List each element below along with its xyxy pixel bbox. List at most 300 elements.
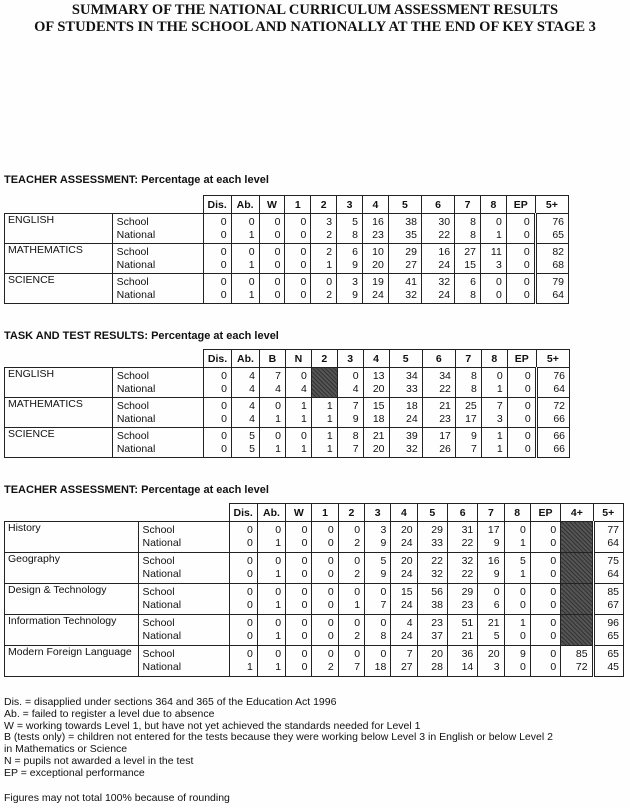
value: 3 [352,275,358,288]
value-cell [337,274,363,304]
column-header: 7 [455,196,481,214]
value: 1 [326,258,333,271]
value: 0 [301,524,308,536]
value-cell [311,274,337,304]
value: 1 [275,568,282,580]
cohort-labels [112,368,203,398]
value: 15 [400,586,413,598]
value-cell [504,522,530,553]
value: 0 [380,648,387,660]
cohort-labels [112,398,203,428]
value-cell [229,553,257,584]
notes [4,697,553,780]
value: 0 [550,617,557,629]
value-cell [338,553,364,584]
value: 33 [431,537,443,549]
value-cell [506,274,535,304]
value: 0 [524,399,531,412]
value: 20 [372,258,384,271]
value: 0 [221,382,228,395]
column-header: Dis. [229,504,257,522]
value: 0 [248,275,255,288]
value: 22 [461,568,474,580]
value: 0 [246,555,253,567]
value-cell [455,398,481,428]
value: 56 [431,586,443,598]
value: 21 [372,429,385,442]
value: 0 [300,245,307,258]
value: 5 [249,429,255,442]
value: 27 [464,245,476,258]
value: 0 [300,228,307,241]
value-cell [417,553,447,584]
value: 0 [248,245,255,258]
value: 35 [405,228,417,241]
value: 4 [249,369,255,382]
value [561,630,587,643]
value-cell [337,398,363,428]
value: 77 [607,524,619,536]
header-row [5,350,570,368]
value: 1 [275,537,282,549]
report-title-line-1: SUMMARY OF THE NATIONAL CURRICULUM ASSESSMENT RESULTS [71,2,559,18]
value: 0 [300,275,307,288]
cohort-label: National [116,382,156,395]
value: 1 [520,617,526,629]
value-cell [455,244,481,274]
value: 0 [326,275,333,288]
value-cell [285,274,311,304]
value: 0 [301,555,308,567]
value-cell [338,522,364,553]
value: 1 [520,568,526,580]
value: 31 [461,524,474,536]
value: 24 [438,258,451,271]
cohort-label: School [116,399,149,412]
note-line: in Mathematics or Science [4,743,128,756]
value: 9 [470,429,477,442]
cohort-label: National [142,599,182,611]
value: 66 [553,429,565,442]
subject-label: MATHEMATICS [5,244,113,274]
value: 2 [326,245,333,258]
value: 0 [301,537,308,549]
value: 0 [523,245,530,258]
value: 4 [249,412,255,425]
value: 1 [326,412,333,425]
value-cell [203,214,231,244]
value-cell [260,428,286,458]
value-cell [480,214,506,244]
value: 0 [248,215,255,228]
value: 0 [524,412,531,425]
cohort-label: National [116,228,156,241]
value: 1 [275,630,282,642]
value-cell [232,398,260,428]
value: 0 [301,648,308,660]
value: 0 [495,275,502,288]
value: 0 [275,617,282,629]
value: 8 [470,215,476,228]
value-cell [285,214,311,244]
value: 0 [246,568,253,580]
subject-label: SCIENCE [5,274,113,304]
cohort-label: School [116,429,149,442]
value-cell [365,646,391,677]
value-cell [530,646,560,677]
value: 0 [354,555,361,567]
value [561,617,587,630]
value [561,568,587,581]
value: 8 [352,429,359,442]
value: 0 [221,399,228,412]
value: 1 [496,382,503,395]
section2-grid [4,349,570,458]
value: 24 [400,537,413,549]
value: 0 [523,258,530,271]
value-cell [231,274,259,304]
value-cell [286,522,312,553]
column-header: 7 [478,504,504,522]
value-cell [259,244,285,274]
value: 5 [352,215,358,228]
value: 0 [220,245,227,258]
column-header: 6 [447,504,477,522]
value: 0 [520,599,526,611]
value: 0 [246,599,253,611]
value-cell [204,368,232,398]
value: 27 [405,258,417,271]
value-cell [391,553,417,584]
value-cell [506,244,535,274]
value: 8 [352,228,358,241]
value: 0 [301,617,308,629]
cohort-label: National [142,537,182,549]
value-cell [507,368,536,398]
value-cell [257,522,285,553]
value-cell [530,522,560,553]
value: 25 [465,399,477,412]
value: 0 [246,586,253,598]
value-cell [530,584,560,615]
value: 21 [461,630,474,642]
value: 0 [300,369,307,382]
value: 2 [354,537,361,549]
table-row [5,274,569,304]
value-cell [389,398,422,428]
value-cell [478,584,504,615]
value: 0 [327,599,334,611]
value: 96 [607,617,619,629]
value: 1 [275,442,281,455]
value: 0 [354,648,361,660]
value-cell [422,368,455,398]
column-header: W [259,196,285,214]
value: 0 [220,258,227,271]
value [561,524,587,537]
value: 0 [246,648,253,660]
value: 0 [301,568,308,580]
value-cell [311,368,337,398]
subject-label: ENGLISH [5,368,113,398]
value: 64 [607,568,619,580]
value-cell [229,646,257,677]
column-header: 4 [363,196,389,214]
value-cell [232,368,260,398]
column-header: 1 [285,196,311,214]
value-cell [285,244,311,274]
value: 17 [439,429,451,442]
value-cell [417,522,447,553]
value: 8 [470,369,477,382]
value: 9 [520,648,526,660]
value-cell [530,553,560,584]
value: 0 [354,617,361,629]
value: 9 [352,288,358,301]
cohort-label: School [142,524,175,536]
value: 1 [300,399,307,412]
value-cell [363,244,389,274]
value-cell [417,646,447,677]
column-header: W [286,504,312,522]
value: 0 [246,617,253,629]
value: 0 [524,382,531,395]
value: 32 [405,288,417,301]
value-cell [507,398,536,428]
value: 29 [461,586,474,598]
value-cell [286,646,312,677]
value: 30 [438,215,451,228]
note-line: Dis. = disapplied under sections 364 and 365 of the Education Act 1996 [4,696,337,708]
value-cell [311,214,337,244]
value: 2 [327,661,334,673]
value: 0 [550,599,557,611]
value-cell [507,428,536,458]
section-2-heading: TASK AND TEST RESULTS: Percentage at each level [4,330,279,342]
subject-label: Design & Technology [5,584,139,615]
value: 1 [246,661,253,673]
value: 38 [431,599,443,611]
value: 0 [380,617,387,629]
section-3-heading: TEACHER ASSESSMENT: Percentage at each level [4,484,269,496]
value-cell [229,522,257,553]
value-cell [229,615,257,646]
value-cell [561,615,593,646]
header-spacer [5,504,139,522]
value: 2 [354,630,361,642]
value: 22 [461,537,474,549]
value: 0 [327,568,334,580]
value: 0 [300,288,307,301]
value: 1 [275,599,282,611]
value: 0 [523,288,530,301]
value-cell [481,368,507,398]
value: 0 [493,586,500,598]
value: 20 [487,648,500,660]
value: 0 [274,275,281,288]
column-header: N [285,350,311,368]
value-cell [447,584,477,615]
note-line: Ab. = failed to register a level due to absence [4,707,215,720]
value: 23 [461,599,474,611]
cohort-labels [112,244,203,274]
column-header: 2 [311,350,337,368]
value: 8 [470,228,476,241]
value-cell [286,553,312,584]
header-spacer [138,504,229,522]
value: 0 [523,215,530,228]
value-cell [312,646,338,677]
value: 6 [493,599,500,611]
value: 4 [275,382,281,395]
value-cell [257,553,285,584]
value: 0 [495,215,502,228]
value: 0 [220,288,227,301]
subject-label: Geography [5,553,139,584]
value-cell [312,584,338,615]
value-cell [363,274,389,304]
value: 0 [550,537,557,549]
value: 0 [274,228,281,241]
value-cell [337,214,363,244]
value-cell [455,214,481,244]
table-row [5,584,624,615]
value: 32 [461,555,474,567]
value: 7 [406,648,413,660]
column-header: 3 [337,350,363,368]
value: 22 [438,228,451,241]
value: 0 [246,537,253,549]
value-cell [204,428,232,458]
value-cell [231,244,259,274]
value: 0 [327,555,334,567]
value: 1 [496,442,503,455]
value: 0 [274,215,281,228]
column-header: 4+ [561,504,593,522]
value: 0 [300,215,307,228]
table-row [5,553,624,584]
value: 0 [275,524,282,536]
column-header: 1 [312,504,338,522]
value: 0 [221,412,228,425]
value: 29 [405,245,417,258]
value-cell [365,522,391,553]
table-row [5,428,570,458]
value: 0 [327,630,334,642]
header-spacer [5,196,113,214]
cohort-label: National [142,661,182,673]
value-cell [312,615,338,646]
value-cell [447,615,477,646]
value: 1 [326,399,333,412]
value-cell [593,584,623,615]
cohort-label: National [142,568,182,580]
value: 2 [326,228,333,241]
cohort-label: School [116,215,149,228]
value: 23 [431,617,443,629]
value: 9 [380,568,387,580]
value-cell [338,615,364,646]
value-cell [260,398,286,428]
value: 39 [406,429,418,442]
value: 38 [405,215,417,228]
column-header: 4 [391,504,417,522]
value: 7 [380,599,387,611]
value: 24 [438,288,451,301]
value: 3 [496,412,503,425]
value: 64 [553,382,565,395]
value: 16 [487,555,500,567]
value-cell [481,398,507,428]
value: 32 [431,568,443,580]
cohort-label: School [116,275,149,288]
value: 22 [431,555,443,567]
value-cell [338,646,364,677]
value: 0 [550,648,557,660]
value: 0 [327,617,334,629]
value [561,555,587,568]
value: 65 [607,630,619,642]
cohort-label: School [142,648,175,660]
value-cell [363,368,389,398]
value-cell [421,214,454,244]
value-cell [363,214,389,244]
value: 11 [490,245,502,258]
header-spacer [112,350,203,368]
value: 1 [354,599,361,611]
value: 0 [274,258,281,271]
cohort-labels [138,553,229,584]
value: 85 [607,586,619,598]
value: 0 [246,524,253,536]
value: 24 [400,630,413,642]
value: 0 [220,228,227,241]
value: 6 [470,275,476,288]
value-cell [391,522,417,553]
column-header: Dis. [204,350,232,368]
value: 1 [326,442,333,455]
value: 0 [301,630,308,642]
value: 34 [406,369,418,382]
value-cell [455,428,481,458]
value [561,599,587,612]
note-line: W = working towards Level 1, but have not yet achieved the standards needed for Level 1 [4,719,421,732]
column-header: 8 [480,196,506,214]
value: 7 [352,399,359,412]
value: 4 [300,382,307,395]
value: 85 [575,648,588,660]
value: 16 [438,245,451,258]
subject-label: Information Technology [5,615,139,646]
value-cell [286,584,312,615]
column-header: 2 [338,504,364,522]
cohort-label: National [116,412,156,425]
value-cell [389,368,422,398]
value: 32 [406,442,418,455]
column-header: 6 [421,196,454,214]
header-row [5,196,569,214]
column-header: Ab. [232,350,260,368]
value: 0 [520,586,526,598]
value: 2 [326,288,333,301]
value [312,370,333,383]
value: 17 [465,412,477,425]
value: 18 [406,399,418,412]
value: 8 [380,630,387,642]
value: 0 [221,442,228,455]
value: 1 [275,412,281,425]
value: 0 [275,399,281,412]
